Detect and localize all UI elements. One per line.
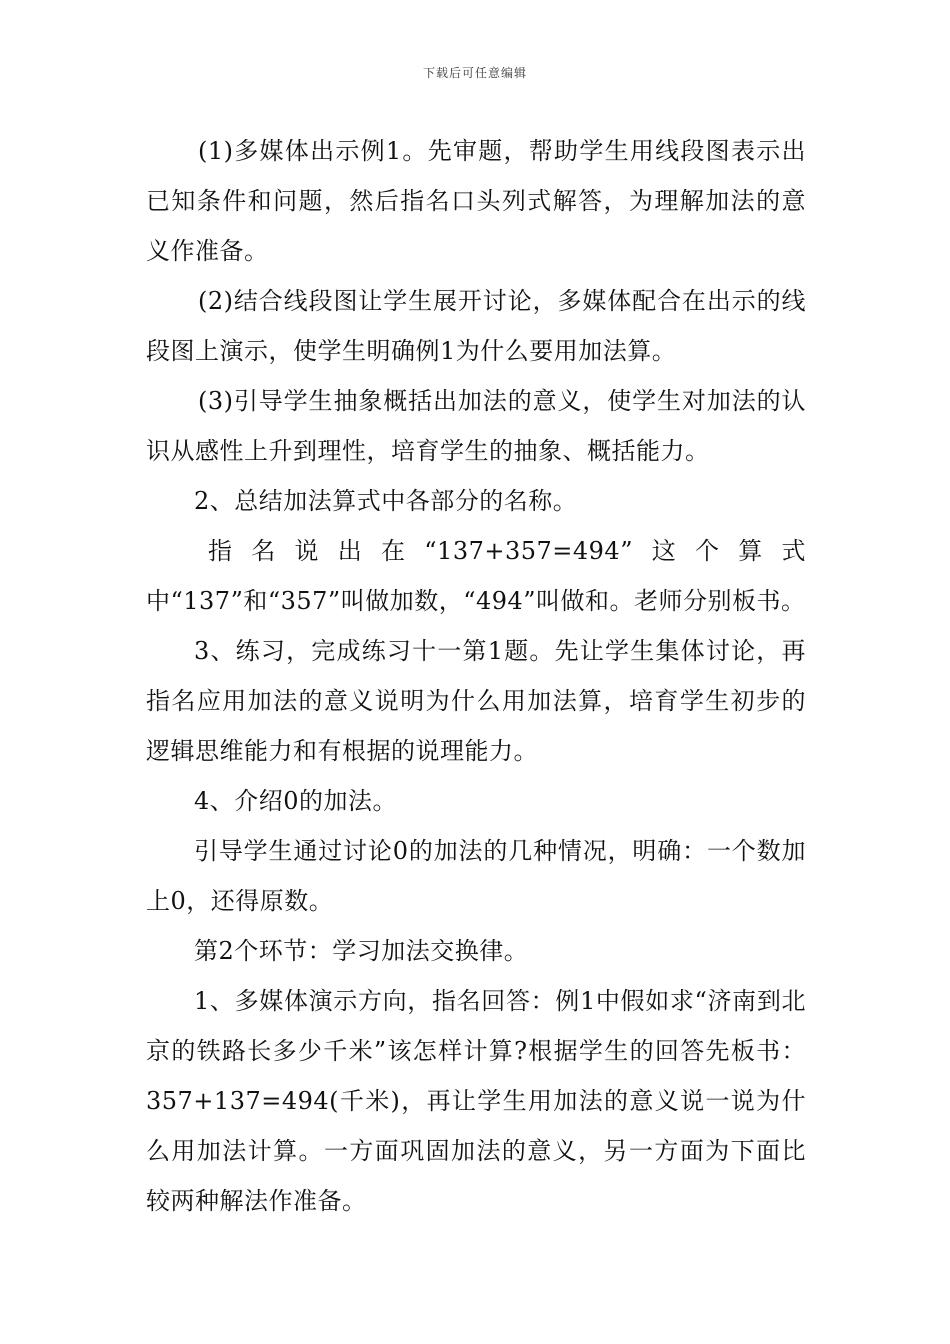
paragraph-section-4: 4、介绍0的加法。 — [194, 787, 398, 815]
paragraph-commutative: 1、多媒体演示方向，指名回答：例1中假如求“济南到北京的铁路长多少千米”该怎样计算?根据学生的回答先板书：357+137=494(千米)，再让学生用加法的意义说一说为什么用加法计算。一方面巩固加法的意义，另一方面为下面比较两种解法作准备。 — [146, 987, 806, 1215]
paragraph-section-2: 2、总结加法算式中各部分的名称。 — [194, 487, 578, 515]
paragraph-step-2: (2)结合线段图让学生展开讨论，多媒体配合在出示的线段图上演示，使学生明确例1为什么要用加法算。 — [146, 287, 806, 365]
paragraph-zero-addition: 引导学生通过讨论0的加法的几种情况，明确：一个数加上0，还得原数。 — [146, 837, 806, 915]
page-header: 下载后可任意编辑 — [422, 66, 527, 80]
paragraph-naming: 指名说出在“137+357=494”这个算式中“137”和“357”叫做加数，“494”叫做和。老师分别板书。 — [146, 537, 806, 615]
paragraph-step-3: (3)引导学生抽象概括出加法的意义，使学生对加法的认识从感性上升到理性，培育学生的抽象、概括能力。 — [146, 387, 806, 465]
paragraph-segment-2: 第2个环节：学习加法交换律。 — [194, 937, 529, 965]
document-body — [146, 126, 806, 1226]
paragraph-section-3: 3、练习，完成练习十一第1题。先让学生集体讨论，再指名应用加法的意义说明为什么用加法算，培育学生初步的逻辑思维能力和有根据的说理能力。 — [146, 637, 806, 765]
paragraph-step-1: (1)多媒体出示例1。先审题，帮助学生用线段图表示出已知条件和问题，然后指名口头列式解答，为理解加法的意义作准备。 — [146, 137, 806, 265]
